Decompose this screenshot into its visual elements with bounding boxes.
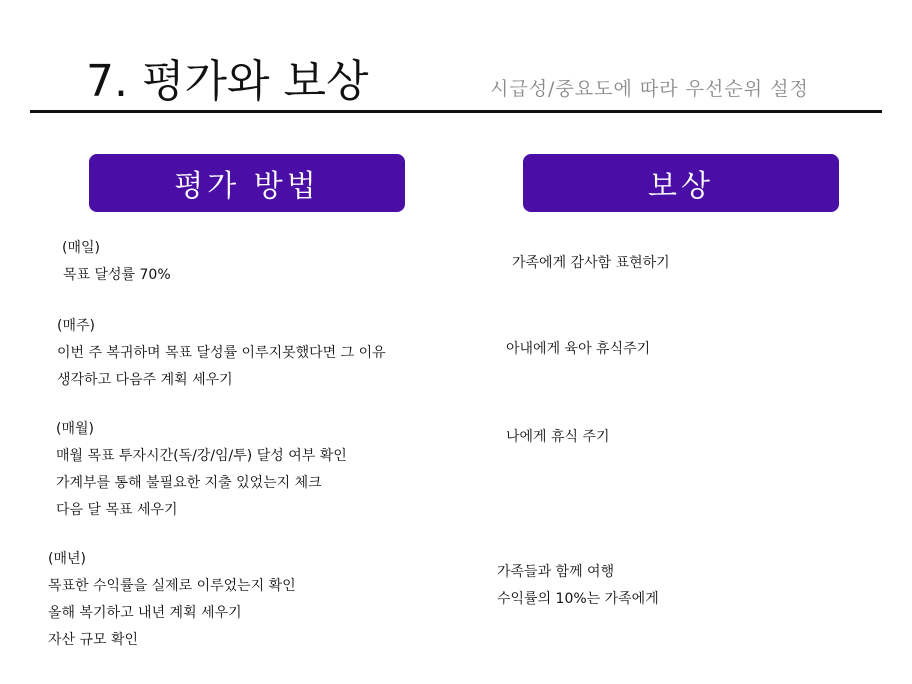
page-title: 7. 평가와 보상 <box>86 56 369 107</box>
weekly-reward: 아내에게 육아 휴식주기 <box>506 341 651 357</box>
daily-label: (매일) <box>62 240 100 256</box>
daily-reward: 가족에게 감사함 표현하기 <box>512 255 670 271</box>
yearly-line: 올해 복기하고 내년 계획 세우기 <box>48 605 242 621</box>
daily-line: 목표 달성률 70% <box>63 267 171 283</box>
monthly-line: 매월 목표 투자시간(독/강/임/투) 달성 여부 확인 <box>56 448 347 464</box>
yearly-reward: 가족들과 함께 여행 <box>497 564 615 580</box>
page-subtitle: 시급성/중요도에 따라 우선순위 설정 <box>490 78 809 100</box>
weekly-label: (매주) <box>57 318 95 334</box>
yearly-line: 자산 규모 확인 <box>48 632 139 648</box>
weekly-line: 생각하고 다음주 계획 세우기 <box>57 372 233 388</box>
monthly-reward: 나에게 휴식 주기 <box>506 429 610 445</box>
weekly-line: 이번 주 복귀하며 목표 달성률 이루지못했다면 그 이유 <box>57 345 386 361</box>
title-divider <box>30 110 882 113</box>
evaluation-method-header: 평가 방법 <box>89 154 405 212</box>
monthly-line: 다음 달 목표 세우기 <box>56 502 178 518</box>
reward-header: 보상 <box>523 154 839 212</box>
yearly-reward: 수익률의 10%는 가족에게 <box>497 591 659 607</box>
monthly-line: 가계부를 통해 불필요한 지출 있었는지 체크 <box>56 475 322 491</box>
monthly-label: (매월) <box>56 421 94 437</box>
yearly-label: (매년) <box>48 551 86 567</box>
yearly-line: 목표한 수익률을 실제로 이루었는지 확인 <box>48 578 296 594</box>
